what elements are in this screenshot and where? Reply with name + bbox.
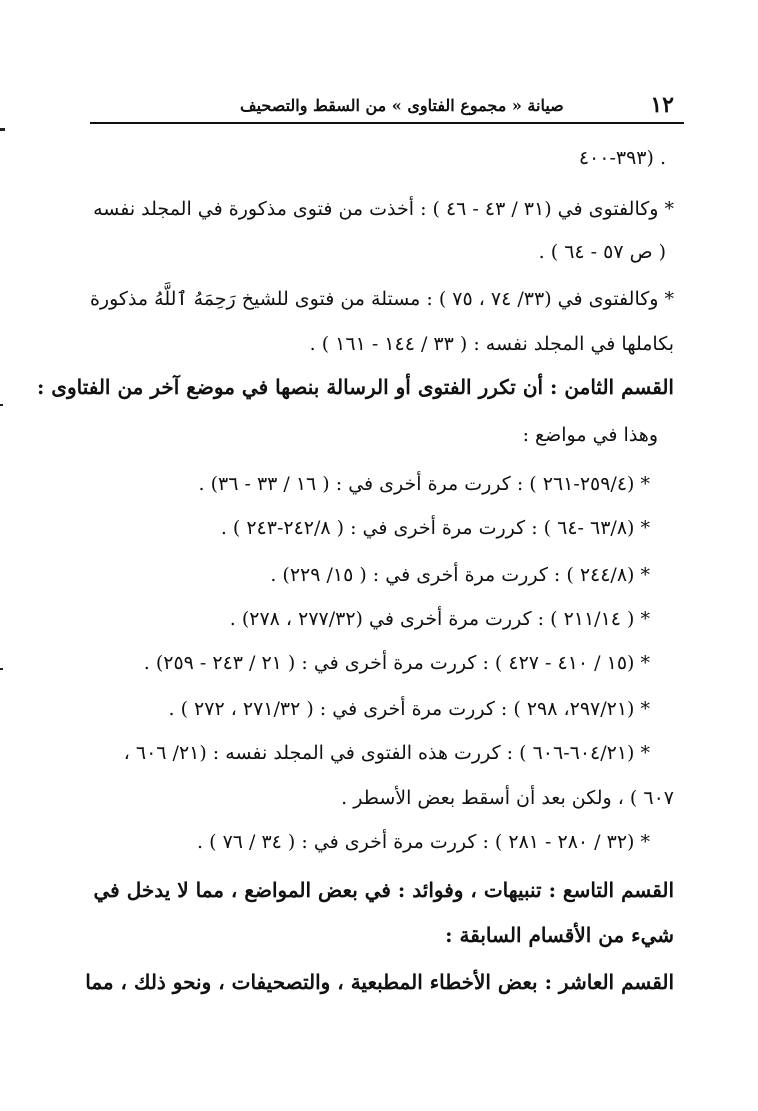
list-item: * (٢٩٧/٢١، ٢٩٨ ) : كررت مرة أخرى في : ( ٢٧١/٣٢ ، ٢٧٢ ) . xyxy=(168,698,650,720)
section-9-heading-cont: شيء من الأقسام السابقة : xyxy=(445,923,674,947)
text-line-2: * وكالفتوى في (٣١ / ٤٣ - ٤٦ ) : أخذت من فتوى مذكورة في المجلد نفسه xyxy=(93,198,674,220)
list-item: * (٦٠٤/٢١-٦٠٦ ) : كررت هذه الفتوى في المجلد نفسه : (٢١/ ٦٠٦ ، xyxy=(123,742,650,764)
text-line-5: بكاملها في المجلد نفسه : ( ٣٣ / ١٤٤ - ١٦١ ) . xyxy=(309,333,674,355)
section-10-heading: القسم العاشر : بعض الأخطاء المطبعية ، والتصحيفات ، ونحو ذلك ، مما xyxy=(85,970,674,994)
scan-edge-mark xyxy=(0,128,5,131)
list-item: * (١٥ / ٤١٠ - ٤٢٧ ) : كررت مرة أخرى في : ( ٢١ / ٢٤٣ - ٢٥٩) . xyxy=(143,652,650,674)
scan-edge-mark xyxy=(0,404,3,406)
text-line-3: ( ص ٥٧ - ٦٤ ) . xyxy=(538,241,666,263)
scan-edge-mark xyxy=(0,668,3,670)
list-item: * ( ٢١١/١٤ ) : كررت مرة أخرى في (٢٧٧/٣٢ ، ٢٧٨) . xyxy=(229,608,650,630)
list-item: * (٣٢ / ٢٨٠ - ٢٨١ ) : كررت مرة أخرى في : ( ٣٤ / ٧٦ ) . xyxy=(197,831,650,853)
page-header xyxy=(90,88,684,124)
running-title: صيانة « مجموع الفتاوى » من السقط والتصحيف xyxy=(240,96,564,115)
list-item: * (٢٥٩/٤-٢٦١ ) : كررت مرة أخرى في : ( ١٦ / ٣٣ - ٣٦) . xyxy=(198,473,650,495)
text-line-1: ٣٩٣-٤٠٠) . xyxy=(578,147,666,169)
text-line-15: ٦٠٧ ) ، ولكن بعد أن أسقط بعض الأسطر . xyxy=(341,787,674,809)
page-number: ١٢ xyxy=(650,92,674,118)
text-line-7: وهذا في مواضع : xyxy=(522,424,658,446)
list-item: * (٢٤٤/٨ ) : كررت مرة أخرى في : ( ١٥/ ٢٢٩) . xyxy=(270,564,650,586)
section-8-heading: القسم الثامن : أن تكرر الفتوى أو الرسالة بنصها في موضع آخر من الفتاوى : xyxy=(36,375,674,399)
text-line-4: * وكالفتوى في (٣٣/ ٧٤ ، ٧٥ ) : مستلة من فتوى للشيخ رَحِمَهُ ٱللَّهُ مذكورة xyxy=(89,288,674,310)
section-9-heading: القسم التاسع : تنبيهات ، وفوائد : في بعض المواضع ، مما لا يدخل في xyxy=(93,878,674,902)
list-item: * (٦٣/٨ -٦٤ ) : كررت مرة أخرى في : ( ٢٤٢/٨-٢٤٣ ) . xyxy=(220,517,650,539)
